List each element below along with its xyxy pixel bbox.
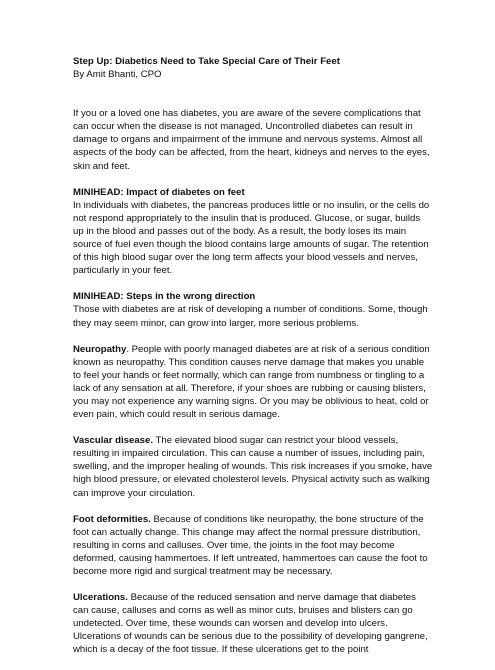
neuropathy-paragraph [73,343,433,422]
deformities-lead: Foot deformities. [73,513,151,525]
section-heading-wrong-direction: MINIHEAD: Steps in the wrong direction [73,291,256,303]
neuropathy-lead: Neuropathy [73,343,127,355]
ulcerations-paragraph [73,591,433,656]
vascular-body: The elevated blood sugar can restrict your blood vessels, resulting in impaired circulation. This can cause a number of issues, including pain, swelling, and the improper healing of wounds. This risk increases if you smoke, have high blood pressure, or elevated cholesterol levels. Physical activity such as walking can improve your circulation. [73,435,433,499]
vascular-lead: Vascular disease. [73,435,154,447]
section-heading-impact: MINIHEAD: Impact of diabetes on feet [73,186,245,198]
deformities-paragraph [73,513,433,578]
ulcerations-lead: Ulcerations. [73,592,128,604]
deformities-body: Because of conditions like neuropathy, the bone structure of the foot can actually change. This change may affect the normal pressure distribution, resulting in corns and calluses. Over time, the joints in the foot may become deformed, causing hammertoes. If left untreated, hammertoes can cause the foot to become more rigid and surgical treatment may be necessary. [73,513,428,577]
document-byline: By Amit Bhanti, CPO [73,69,162,81]
section-body-impact: In individuals with diabetes, the pancreas produces little or no insulin, or the cells do not respond appropriately to the insulin that is produced. Glucose, or sugar, builds up in the blood and passes out of the body. As a result, the body loses its main source of fuel even though the blood contains large amounts of sugar. The retention of this high blood sugar over the long term affects your blood vessels and nerves, particularly in your feet. [73,199,430,277]
intro-paragraph: If you or a loved one has diabetes, you are aware of the severe complications that can occur when the disease is not managed. Uncontrolled diabetes can result in damage to organs and impairment of the immune and nervous systems. Almost all aspects of the body can be affected, from the heart, kidneys and nerves to the eyes, skin and feet. [73,108,430,172]
section-body-wrong-direction: Those with diabetes are at risk of developing a number of conditions. Some, though they may seem minor, can grow into larger, more serious problems. [73,304,428,329]
document-title: Step Up: Diabetics Need to Take Special Care of Their Feet [73,56,340,67]
ulcerations-body: Because of the reduced sensation and nerve damage that diabetes can cause, calluses and corns as well as minor cuts, bruises and blisters can go undetected. Over time, these wounds can worsen and develop into ulcers. Ulcerations of wounds can be serious due to the possibility of developing gangrene, which is a decay of the foot tissue. If these ulcerations get to the point [73,592,428,656]
vascular-paragraph [73,434,433,499]
neuropathy-body: . People with poorly managed diabetes are at risk of a serious condition known as neuropathy. This condition causes nerve damage that makes you unable to feel your hands or feet normally, which can range from numbness or tingling to a lack of any sensation at all. Therefore, if your shoes are rubbing or causing blisters, you may not experience any warning signs. Or you may be oblivious to heat, cold or even pain, which could result in serious damage. [73,343,430,421]
document-page [73,55,433,670]
